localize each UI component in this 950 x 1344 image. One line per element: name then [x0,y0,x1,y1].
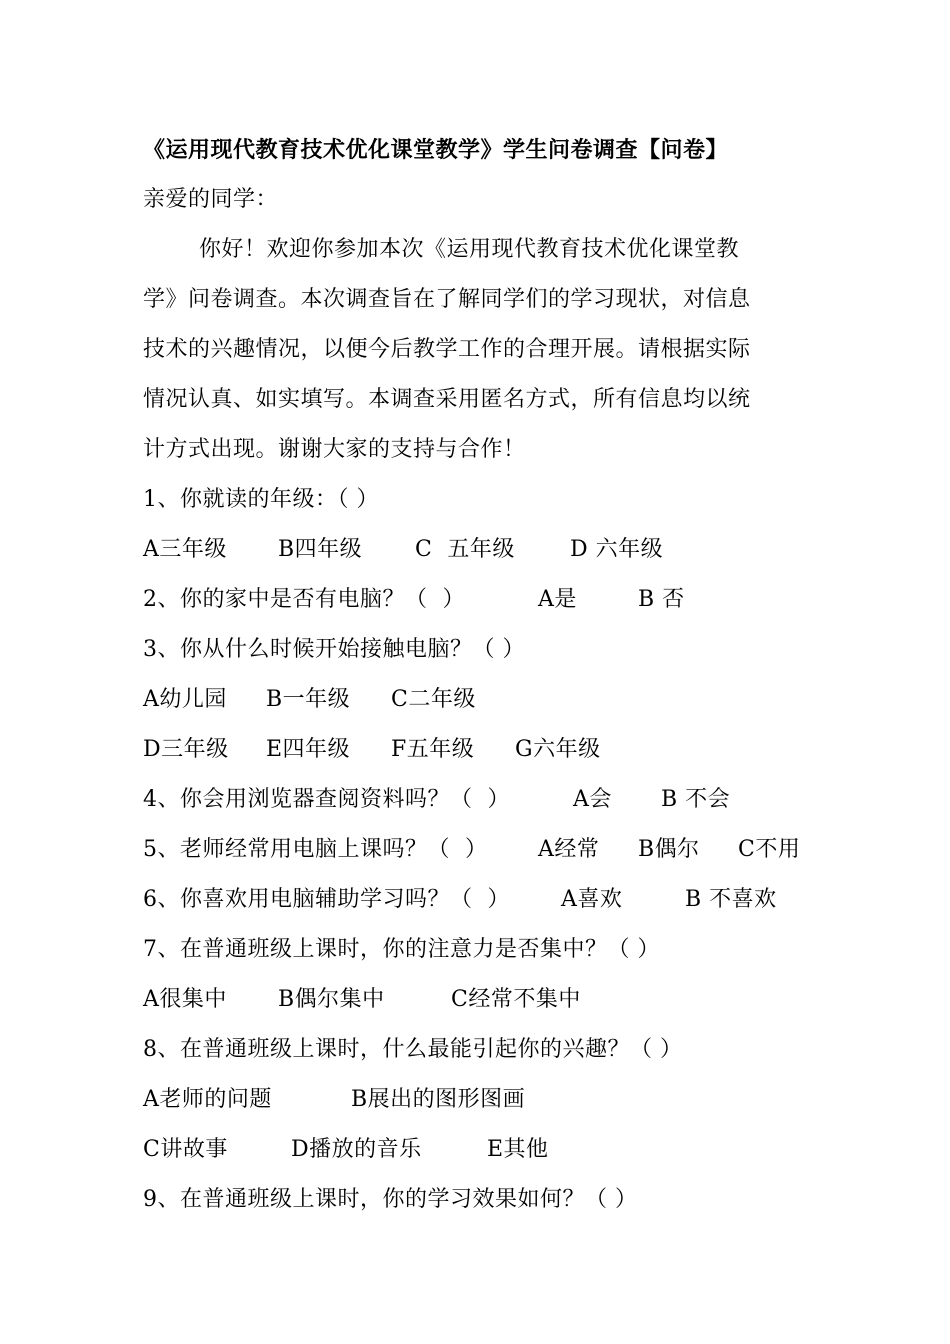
question-7-options [143,975,813,1025]
option-a: A喜欢 [561,887,623,912]
option-c: C经常不集中 [451,987,581,1012]
question-8-options-row-2 [143,1125,813,1175]
intro-line-3: 技术的兴趣情况，以便今后教学工作的合理开展。请根据实际 [143,337,751,362]
option-b: B展出的图形图画 [351,1087,526,1112]
question-6: 6、你喜欢用电脑辅助学习吗？（ ） [143,887,510,912]
question-1-options [143,525,813,575]
intro-line-4: 情况认真、如实填写。本调查采用匿名方式，所有信息均以统 [143,387,751,412]
option-a: A经常 [538,837,600,862]
document-title: 《运用现代教育技术优化课堂教学》学生问卷调查【问卷】 [143,137,729,163]
option-d: D播放的音乐 [291,1137,422,1162]
question-3: 3、你从什么时候开始接触电脑？（ ） [143,637,525,662]
option-a: A会 [573,787,612,812]
option-f: F五年级 [391,737,475,762]
option-a: A三年级 [143,537,227,562]
option-c: C不用 [738,837,801,862]
question-2-row [143,575,813,625]
question-9: 9、在普通班级上课时，你的学习效果如何？（ ） [143,1187,638,1212]
intro-line-2: 学》问卷调查。本次调查旨在了解同学们的学习现状，对信息 [143,287,751,312]
option-e: E四年级 [266,737,351,762]
intro-line-1: 你好！欢迎你参加本次《运用现代教育技术优化课堂教 [199,237,740,262]
option-b: B偶尔集中 [278,987,385,1012]
option-c: C二年级 [391,687,476,712]
option-b: B 否 [638,587,685,612]
option-d: D三年级 [143,737,229,762]
question-7: 7、在普通班级上课时，你的注意力是否集中？（ ） [143,937,660,962]
option-a: A很集中 [143,987,227,1012]
option-b: B 不会 [661,787,731,812]
option-b: B四年级 [278,537,363,562]
option-a: A是 [538,587,577,612]
option-g: G六年级 [515,737,601,762]
option-a: A幼儿园 [143,687,227,712]
question-2: 2、你的家中是否有电脑？（ ） [143,587,465,612]
option-e: E其他 [487,1137,549,1162]
question-5: 5、老师经常用电脑上课吗？（ ） [143,837,488,862]
option-b: B偶尔 [638,837,700,862]
greeting: 亲爱的同学： [143,187,279,212]
question-4-row [143,775,813,825]
question-8-options-row-1 [143,1075,813,1125]
option-a: A老师的问题 [143,1087,272,1112]
intro-line-5: 计方式出现。谢谢大家的支持与合作！ [143,437,526,462]
question-4: 4、你会用浏览器查阅资料吗？（ ） [143,787,510,812]
question-6-row [143,875,813,925]
option-c: C讲故事 [143,1137,228,1162]
question-8: 8、在普通班级上课时，什么最能引起你的兴趣？（ ） [143,1037,683,1062]
option-b: B 不喜欢 [685,887,777,912]
question-1: 1、你就读的年级：（ ） [143,487,379,512]
question-5-row [143,825,813,875]
option-d: D 六年级 [570,537,664,562]
option-c: C 五年级 [415,537,515,562]
question-3-options-row-2 [143,725,813,775]
option-b: B一年级 [266,687,351,712]
question-3-options-row-1 [143,675,813,725]
